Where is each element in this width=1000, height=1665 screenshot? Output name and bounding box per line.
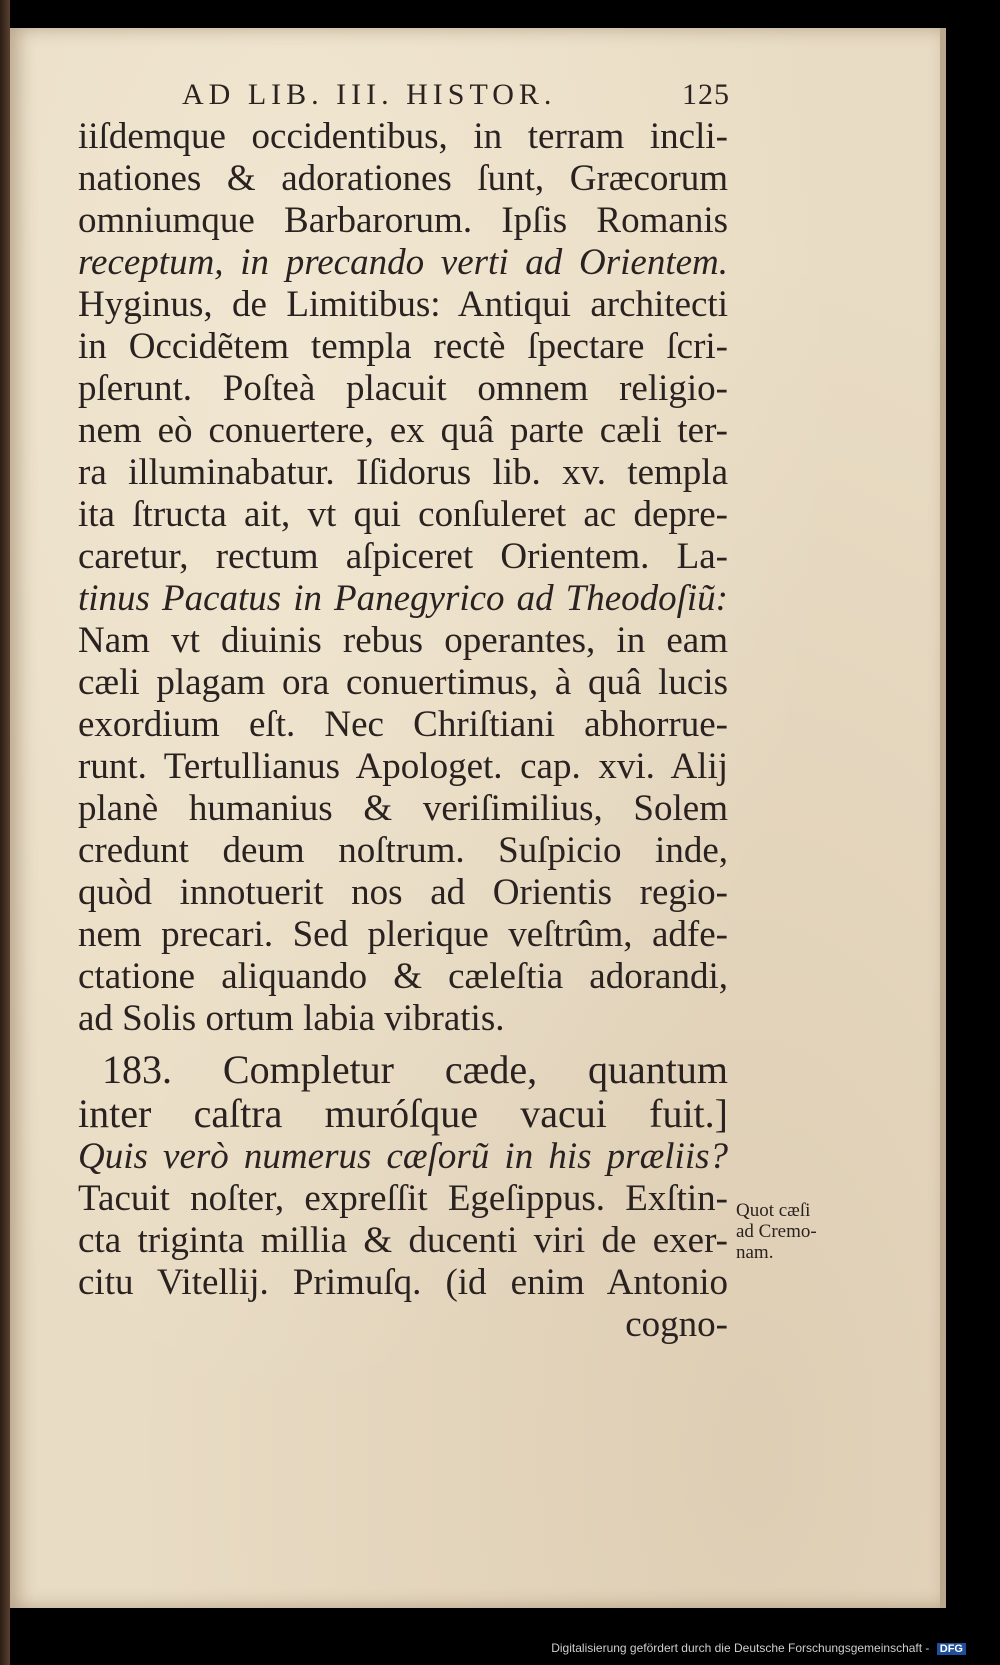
text-line: Nam vt diuinis rebus operantes, in eam — [78, 620, 728, 661]
text-line: credunt deum noſtrum. Suſpicio inde, — [78, 830, 728, 871]
text-line: cæli plagam ora conuertimus, à quâ lucis — [78, 662, 728, 703]
text-line: caretur, rectum aſpiceret Orientem. La- — [78, 536, 728, 577]
text-line: nationes & adorationes ſunt, Græcorum — [78, 158, 728, 199]
text-line: receptum, in precando verti ad Orientem. — [78, 242, 728, 283]
page-header — [170, 78, 730, 118]
section-heading-line: inter caſtra muróſque vacui fuit.] — [78, 1092, 728, 1136]
page-number: 125 — [682, 78, 730, 111]
text-line: omniumque Barbarorum. Ipſis Romanis — [78, 200, 728, 241]
running-title: AD LIB. III. HISTOR. — [182, 78, 557, 111]
section-heading-line: 183. Completur cæde, quantum — [102, 1048, 728, 1092]
text-line: in Occidẽtem templa rectè ſpectare ſcri- — [78, 326, 728, 367]
text-line: tinus Pacatus in Panegyrico ad Theodoſiũ: — [78, 578, 728, 619]
text-line: exordium eſt. Nec Chriſtiani abhorrue- — [78, 704, 728, 745]
dfg-logo: DFG — [937, 1643, 966, 1655]
text-line: nem precari. Sed plerique veſtrûm, adfe- — [78, 914, 728, 955]
margin-note — [736, 1200, 846, 1263]
text-line: ad Solis ortum labia vibratis. — [78, 998, 505, 1039]
text-line: quòd innotuerit nos ad Orientis regio- — [78, 872, 728, 913]
text-line: Hyginus, de Limitibus: Antiqui architecti — [78, 284, 728, 325]
text-line: pſerunt. Poſteà placuit omnem religio- — [78, 368, 728, 409]
margin-note-line: Quot cæſi — [736, 1200, 811, 1221]
margin-note-line: nam. — [736, 1242, 774, 1263]
catchword: cogno- — [625, 1304, 728, 1345]
margin-note-line: ad Cremo- — [736, 1221, 817, 1242]
text-line: ita ſtructa ait, vt qui conſuleret ac depre- — [78, 494, 728, 535]
credit-text: Digitalisierung gefördert durch die Deutsche Forschungsgemeinschaft - — [551, 1641, 930, 1655]
text-line: ctatione aliquando & cæleſtia adorandi, — [78, 956, 728, 997]
text-line: cta triginta millia & ducenti viri de exer- — [78, 1220, 728, 1261]
text-line: iiſdemque occidentibus, in terram incli- — [78, 116, 728, 157]
text-line: nem eò conuertere, ex quâ parte cæli ter- — [78, 410, 728, 451]
page-edge — [940, 28, 946, 1608]
digitization-credit — [551, 1641, 966, 1657]
scan-background-edge — [0, 0, 10, 1665]
text-line: runt. Tertullianus Apologet. cap. xvi. Alij — [78, 746, 728, 787]
text-line: planè humanius & veriſimilius, Solem — [78, 788, 728, 829]
main-text-block — [78, 116, 728, 1346]
text-line: citu Vitellij. Primuſq. (id enim Antonio — [78, 1262, 728, 1303]
text-line: Tacuit noſter, expreſſit Egeſippus. Exſtin- — [78, 1178, 728, 1219]
text-line: Quis verò numerus cæſorũ in his præliis? — [78, 1136, 728, 1177]
text-line: ra illuminabatur. Iſidorus lib. xv. templa — [78, 452, 728, 493]
